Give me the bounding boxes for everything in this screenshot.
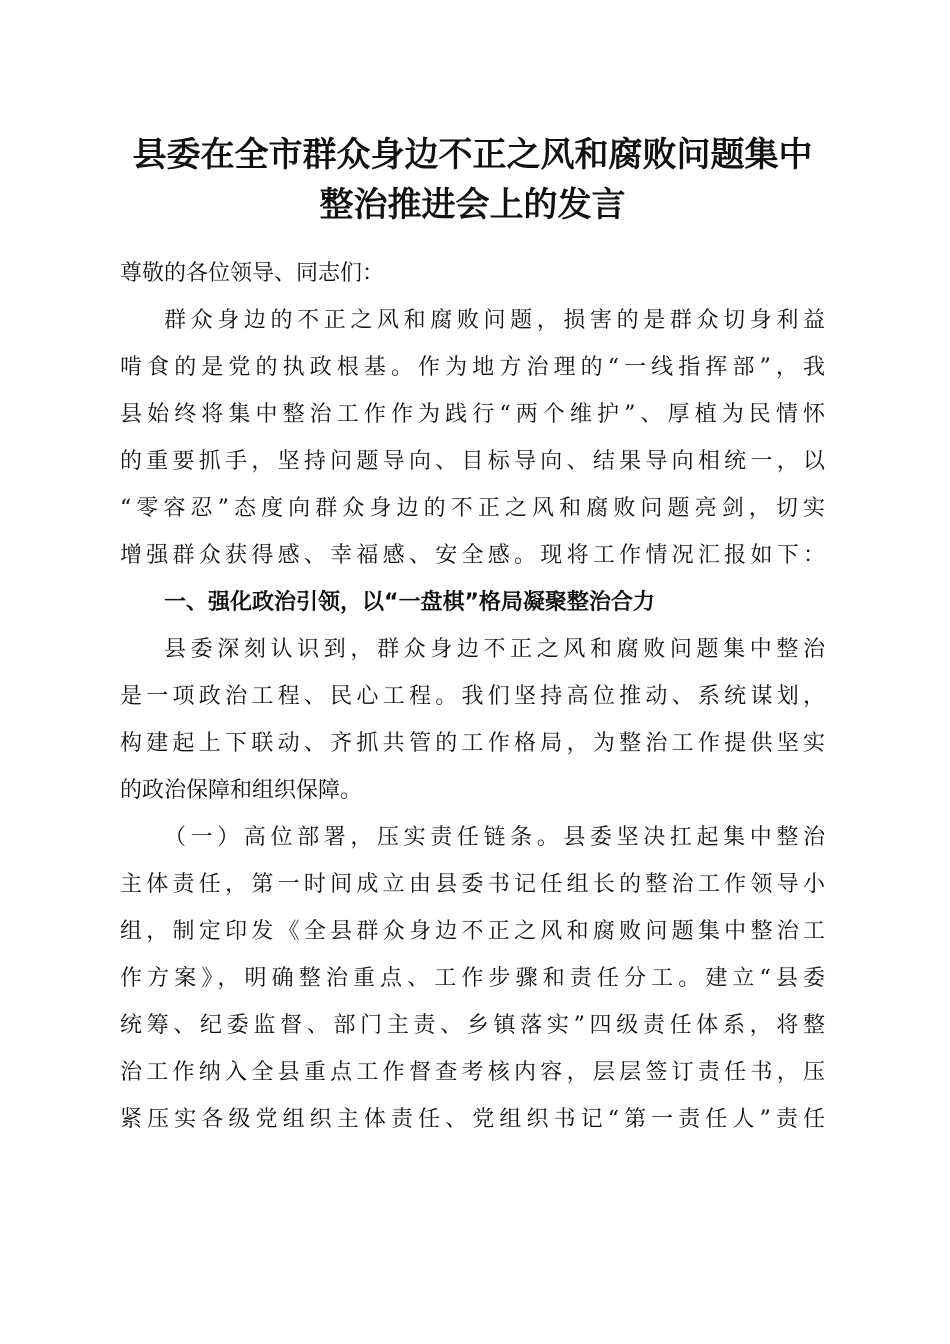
section-line-4: 的政治保障和组织保障。 — [120, 778, 363, 803]
section-line-3: 构建起上下联动、齐抓共管的工作格局，为整治工作提供坚实 — [120, 731, 825, 756]
document-title — [120, 130, 825, 230]
subsection-line-2: 主体责任，第一时间成立由县委书记任组长的整治工作领导小 — [120, 872, 825, 897]
intro-paragraph — [120, 297, 825, 579]
section-line-1: 县委深刻认识到，群众身边不正之风和腐败问题集中整治 — [164, 637, 825, 662]
document-body — [120, 250, 825, 1143]
title-line-1: 县委在全市群众身边不正之风和腐败问题集中 — [132, 135, 813, 175]
subsection-line-6: 治工作纳入全县重点工作督查考核内容，层层签订责任书，压 — [120, 1060, 825, 1085]
subsection-line-1: （一）高位部署，压实责任链条。县委坚决扛起集中整治 — [164, 825, 825, 850]
intro-line-3: 县始终将集中整治工作作为践行“两个维护”、厚植为民情怀 — [120, 402, 825, 427]
section-heading: 一、强化政治引领，以“一盘棋”格局凝聚整治合力 — [164, 590, 655, 615]
title-line-2: 整治推进会上的发言 — [319, 185, 626, 225]
subsection-line-5: 统筹、纪委监督、部门主责、乡镇落实”四级责任体系，将整 — [120, 1013, 825, 1038]
subsection-line-7: 紧压实各级党组织主体责任、党组织书记“第一责任人”责任 — [120, 1107, 825, 1132]
salutation: 尊敬的各位领导、同志们： — [120, 261, 385, 286]
intro-line-5: “零容忍”态度向群众身边的不正之风和腐败问题亮剑，切实 — [120, 496, 825, 521]
intro-line-6: 增强群众获得感、幸福感、安全感。现将工作情况汇报如下： — [120, 543, 825, 568]
subsection-line-4: 作方案》，明确整治重点、工作步骤和责任分工。建立“县委 — [120, 966, 825, 991]
subsection-line-3: 组，制定印发《全县群众身边不正之风和腐败问题集中整治工 — [120, 919, 825, 944]
intro-line-2: 啃食的是党的执政根基。作为地方治理的“一线指挥部”，我 — [120, 355, 825, 380]
intro-line-1: 群众身边的不正之风和腐败问题，损害的是群众切身利益 — [164, 308, 825, 333]
intro-line-4: 的重要抓手，坚持问题导向、目标导向、结果导向相统一，以 — [120, 449, 825, 474]
subsection-paragraph — [120, 814, 825, 1143]
section-paragraph — [120, 626, 825, 814]
section-line-2: 是一项政治工程、民心工程。我们坚持高位推动、系统谋划， — [120, 684, 825, 709]
